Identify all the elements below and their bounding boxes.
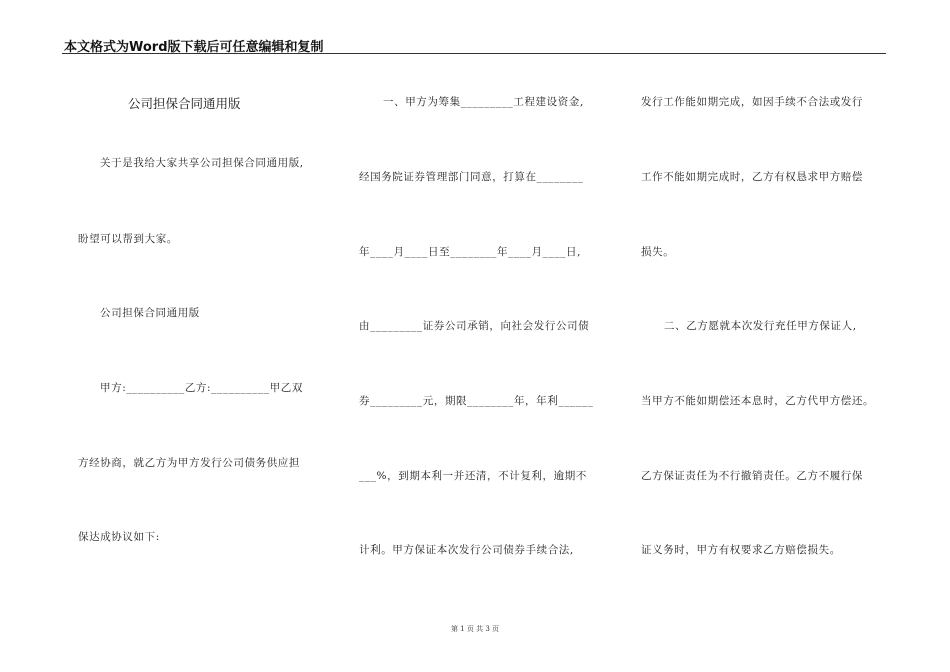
text-line: 盼望可以帮到大家。 — [78, 233, 178, 245]
text-line: 当甲方不能如期偿还本息时，乙方代甲方偿还。 — [641, 395, 875, 407]
text-line: 证义务时，甲方有权要求乙方赔偿损失。 — [641, 544, 841, 556]
text-line: 一、甲方为筹集_________工程建设资金, — [383, 96, 584, 108]
text-line: 损失。 — [641, 246, 675, 258]
text-line: 经国务院证券管理部门同意，打算在________ — [359, 171, 584, 183]
text-line: 工作不能如期完成时，乙方有权恳求甲方赔偿 — [641, 171, 863, 183]
document-title: 公司担保合同通用版 — [128, 96, 241, 111]
text-line: 券_________元，期限________年，年利______ — [359, 395, 594, 407]
text-line: 方经协商，就乙方为甲方发行公司债务供应担 — [78, 457, 300, 469]
header-divider — [62, 53, 886, 54]
page-number: 第 1 页 共 3 页 — [450, 625, 500, 633]
text-line: ___%，到期本利一并还清，不计复利，逾期不 — [359, 470, 587, 482]
document-header-title: 本文格式为Word版下载后可任意编辑和复制 — [64, 40, 324, 55]
text-line: 乙方保证责任为不行撤销责任。乙方不履行保 — [641, 470, 863, 482]
text-line: 公司担保合同通用版 — [100, 307, 200, 319]
text-line: 发行工作能如期完成，如因手续不合法或发行 — [641, 96, 863, 108]
text-line: 甲方:__________乙方:__________甲乙双 — [100, 382, 303, 394]
text-line: 由_________证券公司承销，向社会发行公司债 — [359, 320, 590, 332]
text-line: 二、乙方愿就本次发行充任甲方保证人, — [664, 320, 857, 332]
text-line: 关于是我给大家共享公司担保合同通用版, — [100, 157, 304, 169]
text-line: 年____月____日至________年____月____日, — [359, 246, 582, 258]
text-line: 计利。甲方保证本次发行公司债券手续合法, — [359, 544, 574, 556]
text-line: 保达成协议如下: — [78, 531, 160, 543]
